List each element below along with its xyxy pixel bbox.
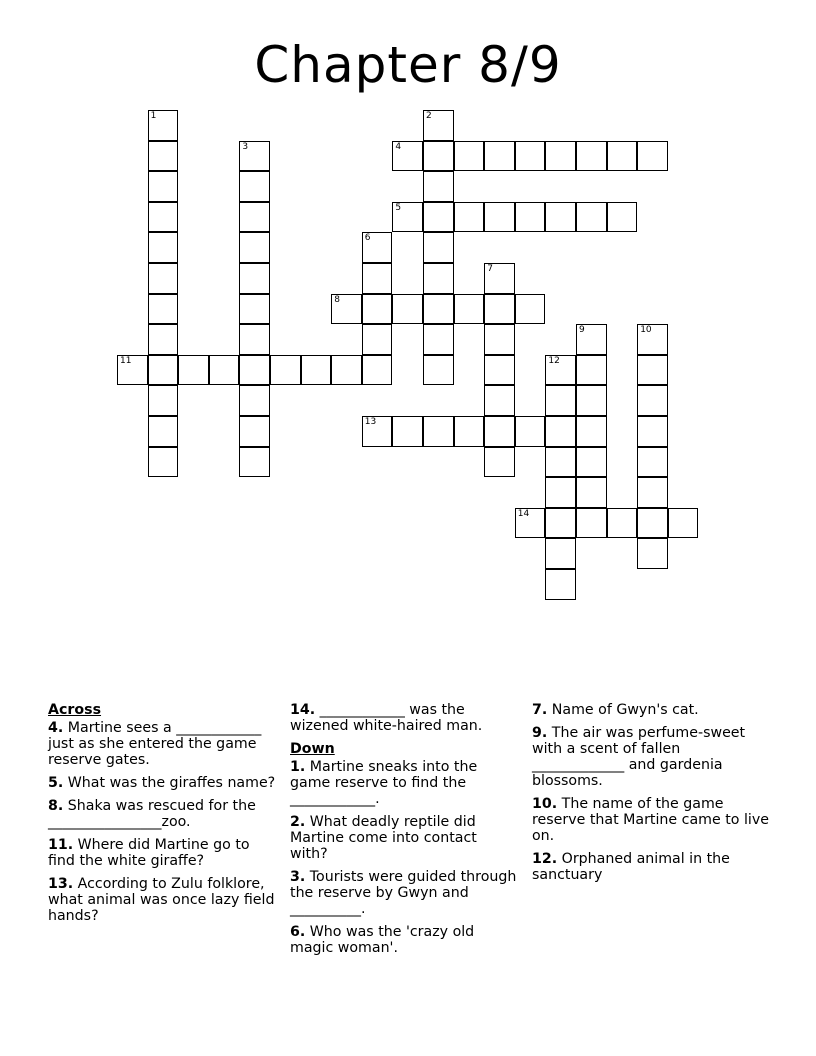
clue-down-7: 7. Name of Gwyn's cat. (532, 702, 699, 718)
crossword-cell[interactable] (148, 294, 179, 325)
clue-down-10: 10. The name of the game reserve that Martine came to live on. (532, 796, 769, 844)
crossword-cell[interactable] (148, 232, 179, 263)
crossword-cell[interactable] (576, 477, 607, 508)
crossword-cell[interactable] (607, 202, 638, 233)
crossword-cell[interactable] (423, 171, 454, 202)
cell-number: 5 (395, 202, 402, 213)
cell-number: 11 (120, 355, 132, 366)
crossword-cell[interactable] (239, 385, 270, 416)
crossword-cell[interactable] (545, 538, 576, 569)
clue-across-14: 14. ____________ was the wizened white-haired man. (290, 702, 483, 734)
crossword-cell[interactable] (423, 141, 454, 172)
crossword-cell[interactable] (484, 294, 515, 325)
clue-down-2: 2. What deadly reptile did Martine come into contact with? (290, 814, 477, 862)
crossword-cell[interactable] (148, 324, 179, 355)
crossword-cell[interactable] (637, 538, 668, 569)
crossword-cell[interactable] (576, 202, 607, 233)
clue-across-11: 11. Where did Martine go to find the white giraffe? (48, 837, 250, 869)
clue-down-1: 1. Martine sneaks into the game reserve to find the ____________. (290, 759, 478, 807)
crossword-cell[interactable] (148, 110, 179, 141)
crossword-cell[interactable] (178, 355, 209, 386)
crossword-cell[interactable] (545, 141, 576, 172)
crossword-cell[interactable] (148, 141, 179, 172)
crossword-cell[interactable] (392, 141, 423, 172)
crossword-cell[interactable] (392, 416, 423, 447)
crossword-cell[interactable] (454, 202, 485, 233)
crossword-cell[interactable] (148, 263, 179, 294)
crossword-cell[interactable] (270, 355, 301, 386)
crossword-cell[interactable] (239, 416, 270, 447)
crossword-cell[interactable] (515, 508, 546, 539)
crossword-cell[interactable] (392, 294, 423, 325)
crossword-cell[interactable] (484, 385, 515, 416)
crossword-cell[interactable] (301, 355, 332, 386)
crossword-cell[interactable] (148, 385, 179, 416)
crossword-cell[interactable] (576, 141, 607, 172)
crossword-cell[interactable] (239, 171, 270, 202)
crossword-cell[interactable] (239, 447, 270, 478)
crossword-cell[interactable] (545, 508, 576, 539)
cell-number: 3 (242, 141, 249, 152)
crossword-cell[interactable] (607, 508, 638, 539)
crossword-cell[interactable] (576, 416, 607, 447)
crossword-cell[interactable] (637, 355, 668, 386)
crossword-cell[interactable] (148, 416, 179, 447)
crossword-cell[interactable] (362, 324, 393, 355)
cell-number: 9 (579, 325, 585, 336)
crossword-cell[interactable] (515, 294, 546, 325)
crossword-cell[interactable] (515, 202, 546, 233)
crossword-cell[interactable] (637, 141, 668, 172)
crossword-cell[interactable] (362, 263, 393, 294)
crossword-cell[interactable] (239, 324, 270, 355)
crossword-cell[interactable] (545, 477, 576, 508)
crossword-cell[interactable] (668, 508, 699, 539)
crossword-cell[interactable] (148, 355, 179, 386)
crossword-cell[interactable] (117, 355, 148, 386)
crossword-cell[interactable] (423, 324, 454, 355)
crossword-cell[interactable] (545, 447, 576, 478)
crossword-cell[interactable] (148, 202, 179, 233)
crossword-cell[interactable] (545, 385, 576, 416)
crossword-cell[interactable] (484, 324, 515, 355)
cell-number: 4 (395, 141, 402, 152)
cell-number: 14 (517, 508, 530, 519)
cell-number: 2 (426, 111, 432, 121)
crossword-cell[interactable] (484, 355, 515, 386)
clues-column-1 (48, 702, 280, 931)
crossword-cell[interactable] (484, 141, 515, 172)
down-heading: Down (290, 741, 335, 757)
clue-down-9: 9. The air was perfume-sweet with a scent of fallen _____________ and gardenia blossoms. (532, 725, 746, 789)
clue-across-13: 13. According to Zulu folklore, what animal was once lazy field hands? (48, 876, 275, 924)
cell-number: 13 (364, 417, 377, 427)
crossword-cell[interactable] (637, 477, 668, 508)
crossword-cell[interactable] (515, 141, 546, 172)
crossword-cell[interactable] (331, 355, 362, 386)
crossword-cell[interactable] (362, 416, 393, 447)
crossword-cell[interactable] (423, 355, 454, 386)
crossword-cell[interactable] (423, 416, 454, 447)
crossword-cell[interactable] (637, 508, 668, 539)
crossword-cell[interactable] (637, 416, 668, 447)
crossword-cell[interactable] (362, 355, 393, 386)
crossword-cell[interactable] (454, 416, 485, 447)
cell-number: 10 (640, 325, 652, 336)
crossword-cell[interactable] (454, 294, 485, 325)
clue-across-4: 4. Martine sees a ____________ just as she entered the game reserve gates. (48, 720, 262, 768)
crossword-cell[interactable] (392, 202, 423, 233)
crossword-cell[interactable] (545, 355, 576, 386)
crossword-cell[interactable] (423, 110, 454, 141)
crossword-cell[interactable] (545, 202, 576, 233)
crossword-cell[interactable] (637, 447, 668, 478)
crossword-cell[interactable] (607, 141, 638, 172)
crossword-cell[interactable] (545, 569, 576, 600)
cell-number: 8 (334, 294, 340, 305)
crossword-cell[interactable] (239, 263, 270, 294)
clue-across-5: 5. What was the giraffes name? (48, 775, 276, 791)
crossword-cell[interactable] (239, 294, 270, 325)
clue-down-3: 3. Tourists were guided through the reserve by Gwyn and __________. (290, 869, 517, 917)
crossword-cell[interactable] (423, 263, 454, 294)
crossword-cell[interactable] (576, 324, 607, 355)
cell-number: 6 (364, 233, 371, 244)
crossword-cell[interactable] (331, 294, 362, 325)
cell-number: 7 (487, 264, 493, 274)
crossword-cell[interactable] (576, 355, 607, 386)
crossword-cell[interactable] (148, 447, 179, 478)
crossword-cell[interactable] (454, 141, 485, 172)
clue-down-12: 12. Orphaned animal in the sanctuary (532, 851, 730, 883)
crossword-cell[interactable] (515, 416, 546, 447)
crossword-cell[interactable] (484, 447, 515, 478)
crossword-cell[interactable] (423, 202, 454, 233)
crossword-cell[interactable] (637, 324, 668, 355)
cell-number: 1 (150, 111, 157, 121)
crossword-cell[interactable] (484, 416, 515, 447)
clues-column-2 (290, 702, 518, 963)
crossword-cell[interactable] (362, 232, 393, 263)
page-title: Chapter 8/9 (254, 36, 562, 94)
crossword-cell[interactable] (484, 202, 515, 233)
crossword-cell[interactable] (576, 385, 607, 416)
across-heading: Across (48, 702, 102, 718)
crossword-cell[interactable] (148, 171, 179, 202)
crossword-cell[interactable] (576, 447, 607, 478)
clues-column-3 (532, 702, 772, 890)
crossword-cell[interactable] (423, 294, 454, 325)
crossword-cell[interactable] (239, 202, 270, 233)
clue-across-8: 8. Shaka was rescued for the ________________zoo. (48, 798, 256, 830)
crossword-cell[interactable] (362, 294, 393, 325)
crossword-cell[interactable] (484, 263, 515, 294)
crossword-cell[interactable] (239, 232, 270, 263)
crossword-cell[interactable] (637, 385, 668, 416)
cell-number: 12 (548, 355, 560, 366)
crossword-cell[interactable] (239, 141, 270, 172)
crossword-cell[interactable] (423, 232, 454, 263)
crossword-cell[interactable] (545, 416, 576, 447)
clue-down-6: 6. Who was the 'crazy old magic woman'. (290, 924, 475, 956)
crossword-cell[interactable] (239, 355, 270, 386)
crossword-cell[interactable] (576, 508, 607, 539)
crossword-cell[interactable] (209, 355, 240, 386)
